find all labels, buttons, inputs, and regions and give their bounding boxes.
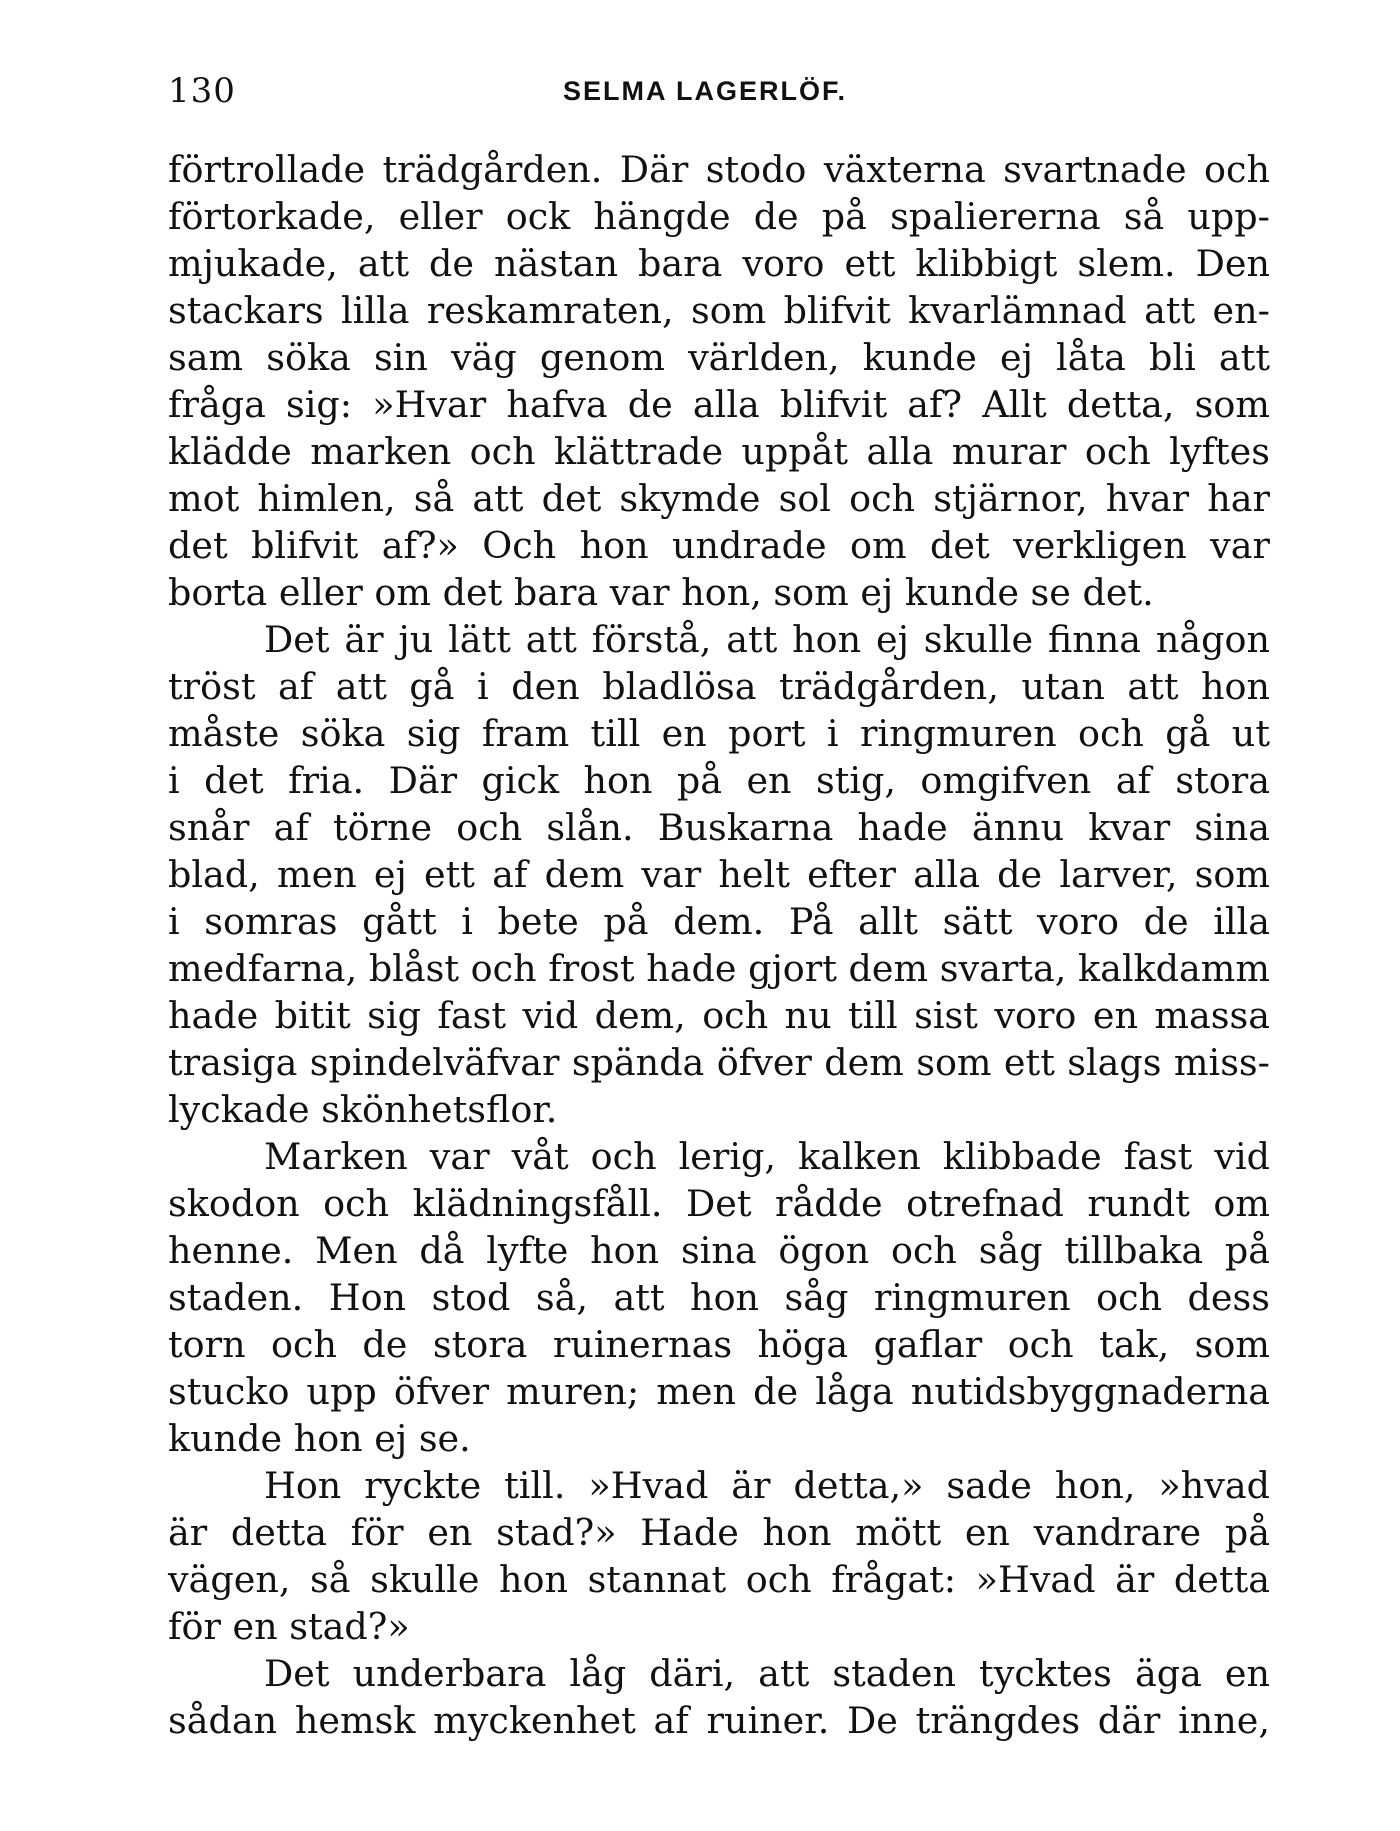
text-line: borta eller om det bara var hon, som ej kunde se det. (168, 571, 1154, 614)
text-line: måste söka sig fram till en port i ringmuren och gå ut (168, 712, 1270, 755)
text-line: torn och de stora ruinernas höga gaflar och tak, som (168, 1323, 1270, 1366)
text-line: fråga sig: »Hvar hafva de alla blifvit af? Allt detta, som (168, 383, 1270, 426)
text-line: staden. Hon stod så, att hon såg ringmuren och dess (168, 1276, 1270, 1319)
text-line: sam söka sin väg genom världen, kunde ej låta bli att (168, 336, 1270, 379)
running-head (168, 66, 1268, 116)
text-line: tröst af att gå i den bladlösa trädgården, utan att hon (168, 665, 1270, 708)
text-line: klädde marken och klättrade uppåt alla murar och lyftes (168, 430, 1270, 473)
text-line: förtrollade trädgården. Där stodo växterna svartnade och (168, 148, 1270, 191)
text-line: för en stad?» (168, 1605, 410, 1648)
text-line: Det underbara låg däri, att staden tycktes äga en (264, 1652, 1270, 1695)
text-line: mjukade, att de nästan bara voro ett klibbigt slem. Den (168, 242, 1270, 285)
text-body (168, 146, 1270, 1744)
text-line: är detta för en stad?» Hade hon mött en vandrare på (168, 1511, 1270, 1554)
text-line: Hon ryckte till. »Hvad är detta,» sade hon, »hvad (264, 1464, 1270, 1507)
page-number: 130 (168, 71, 236, 111)
text-line: Marken var våt och lerig, kalken klibbade fast vid (264, 1135, 1270, 1178)
text-line: det blifvit af?» Och hon undrade om det verkligen var (168, 524, 1270, 567)
text-line: i det fria. Där gick hon på en stig, omgifven af stora (168, 759, 1270, 802)
text-line: stucko upp öfver muren; men de låga nutidsbyggnaderna (168, 1370, 1270, 1413)
text-line: mot himlen, så att det skymde sol och stjärnor, hvar har (168, 477, 1270, 520)
running-title: SELMA LAGERLÖF. (563, 76, 847, 106)
text-line: skodon och klädningsfåll. Det rådde otrefnad rundt om (168, 1182, 1270, 1225)
text-line: stackars lilla reskamraten, som blifvit kvarlämnad att en- (168, 289, 1270, 332)
text-line: hade bitit sig fast vid dem, och nu till sist voro en massa (168, 994, 1270, 1037)
text-line: henne. Men då lyfte hon sina ögon och såg tillbaka på (168, 1229, 1270, 1272)
text-line: blad, men ej ett af dem var helt efter alla de larver, som (168, 853, 1270, 896)
text-line: Det är ju lätt att förstå, att hon ej skulle finna någon (264, 618, 1270, 661)
text-line: i somras gått i bete på dem. På allt sätt voro de illa (168, 900, 1270, 943)
text-line: förtorkade, eller ock hängde de på spaliererna så upp- (168, 195, 1270, 238)
text-line: trasiga spindelväfvar spända öfver dem som ett slags miss- (168, 1041, 1270, 1084)
text-line: medfarna, blåst och frost hade gjort dem svarta, kalkdamm (168, 947, 1270, 990)
text-line: snår af törne och slån. Buskarna hade ännu kvar sina (168, 806, 1270, 849)
text-line: vägen, så skulle hon stannat och frågat: »Hvad är detta (168, 1558, 1270, 1601)
text-line: sådan hemsk myckenhet af ruiner. De trängdes där inne, (168, 1699, 1270, 1742)
text-line: kunde hon ej se. (168, 1417, 471, 1460)
text-line: lyckade skönhetsflor. (168, 1088, 558, 1131)
